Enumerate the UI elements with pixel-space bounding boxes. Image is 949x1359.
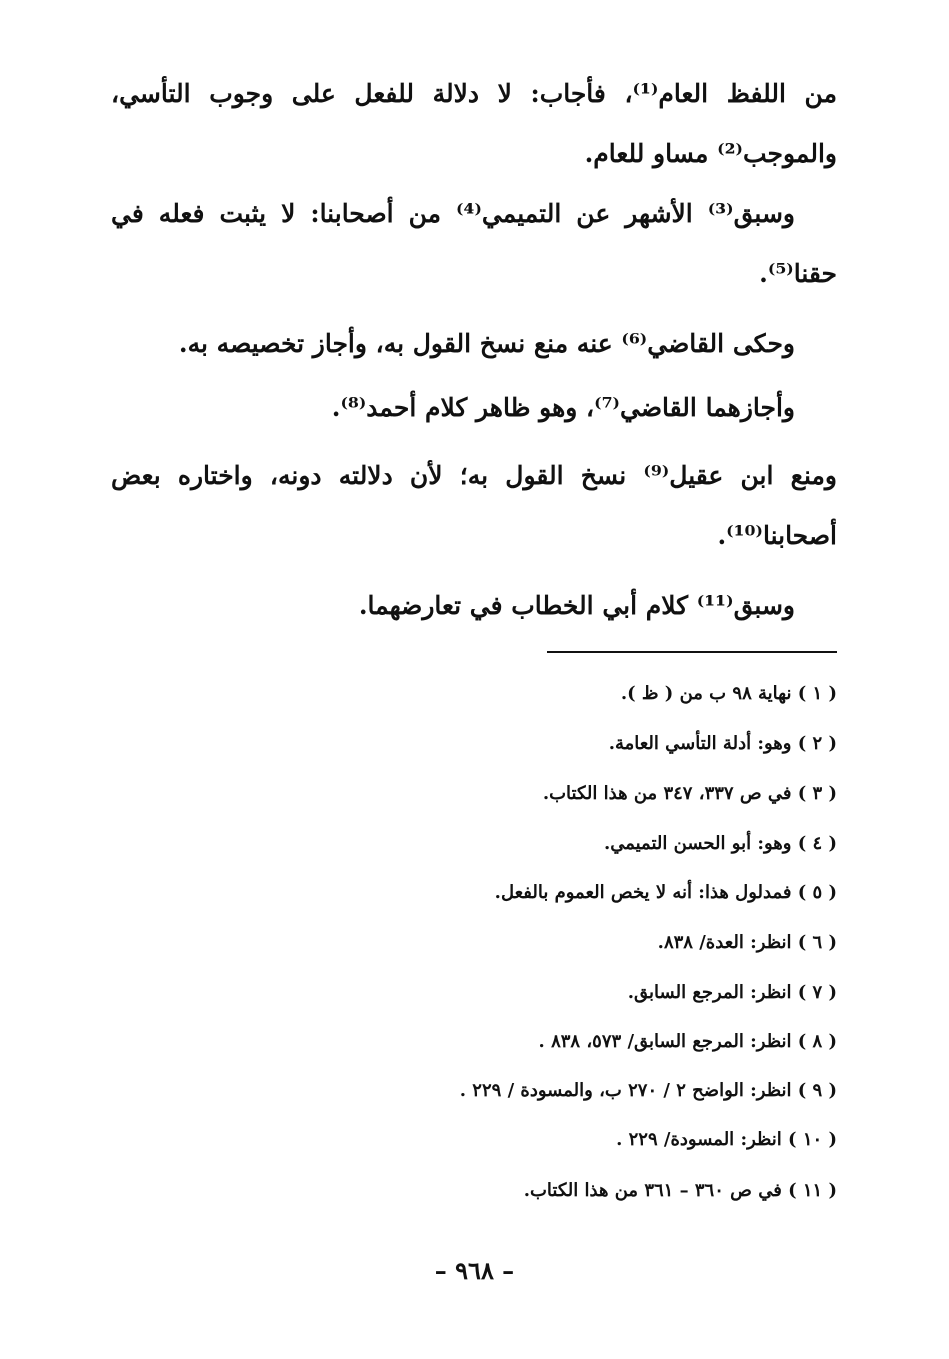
footnote-1: ( ١ ) نهاية ٩٨ ب من ( ظ ). — [620, 683, 837, 704]
footnote-2: ( ٢ ) وهو: أدلة التأسي العامة. — [608, 733, 837, 754]
footnote-4: ( ٤ ) وهو: أبو الحسن التميمي. — [603, 833, 837, 854]
footnote-8: ( ٨ ) انظر: المرجع السابق/ ٥٧٣، ٨٣٨ . — [538, 1031, 837, 1052]
footnote-divider — [547, 651, 837, 653]
footnote-10: ( ١٠ ) انظر: المسودة/ ٢٢٩ . — [616, 1129, 837, 1150]
footnote-3: ( ٣ ) في ص ٣٣٧، ٣٤٧ من هذا الكتاب. — [542, 783, 837, 804]
paragraph-2: وسبق⁽³⁾ الأشهر عن التميمي⁽⁴⁾ من أصحابنا: لا يثبت فعله في حقنا⁽⁵⁾. — [111, 199, 837, 288]
paragraph-1: من اللفظ العام⁽¹⁾، فأجاب: لا دلالة للفعل على وجوب التأسي، والموجب⁽²⁾ مساو للعام. — [111, 79, 837, 168]
footnote-5: ( ٥ ) فمدلول هذا: أنه لا يخص العموم بالفعل. — [494, 882, 837, 903]
footnote-9: ( ٩ ) انظر: الواضح ٢ / ٢٧٠ ب، والمسودة / ٢٢٩ . — [459, 1080, 837, 1101]
footnote-6: ( ٦ ) انظر: العدة/ ٨٣٨. — [657, 932, 837, 953]
paragraph-5: ومنع ابن عقيل⁽⁹⁾ نسخ القول به؛ لأن دلالته دونه، واختاره بعض أصحابنا⁽¹⁰⁾. — [111, 461, 837, 550]
paragraph-6: وسبق⁽¹¹⁾ كلام أبي الخطاب في تعارضهما. — [358, 591, 795, 620]
footnote-11: ( ١١ ) في ص ٣٦٠ – ٣٦١ من هذا الكتاب. — [523, 1180, 837, 1201]
paragraph-4: وأجازهما القاضي⁽⁷⁾، وهو ظاهر كلام أحمد⁽⁸⁾. — [331, 393, 795, 422]
footnote-7: ( ٧ ) انظر: المرجع السابق. — [627, 982, 837, 1003]
paragraph-3: وحكى القاضي⁽⁶⁾ عنه منع نسخ القول به، وأجاز تخصيصه به. — [178, 329, 795, 358]
page-number: – ٩٦٨ – — [434, 1256, 515, 1285]
